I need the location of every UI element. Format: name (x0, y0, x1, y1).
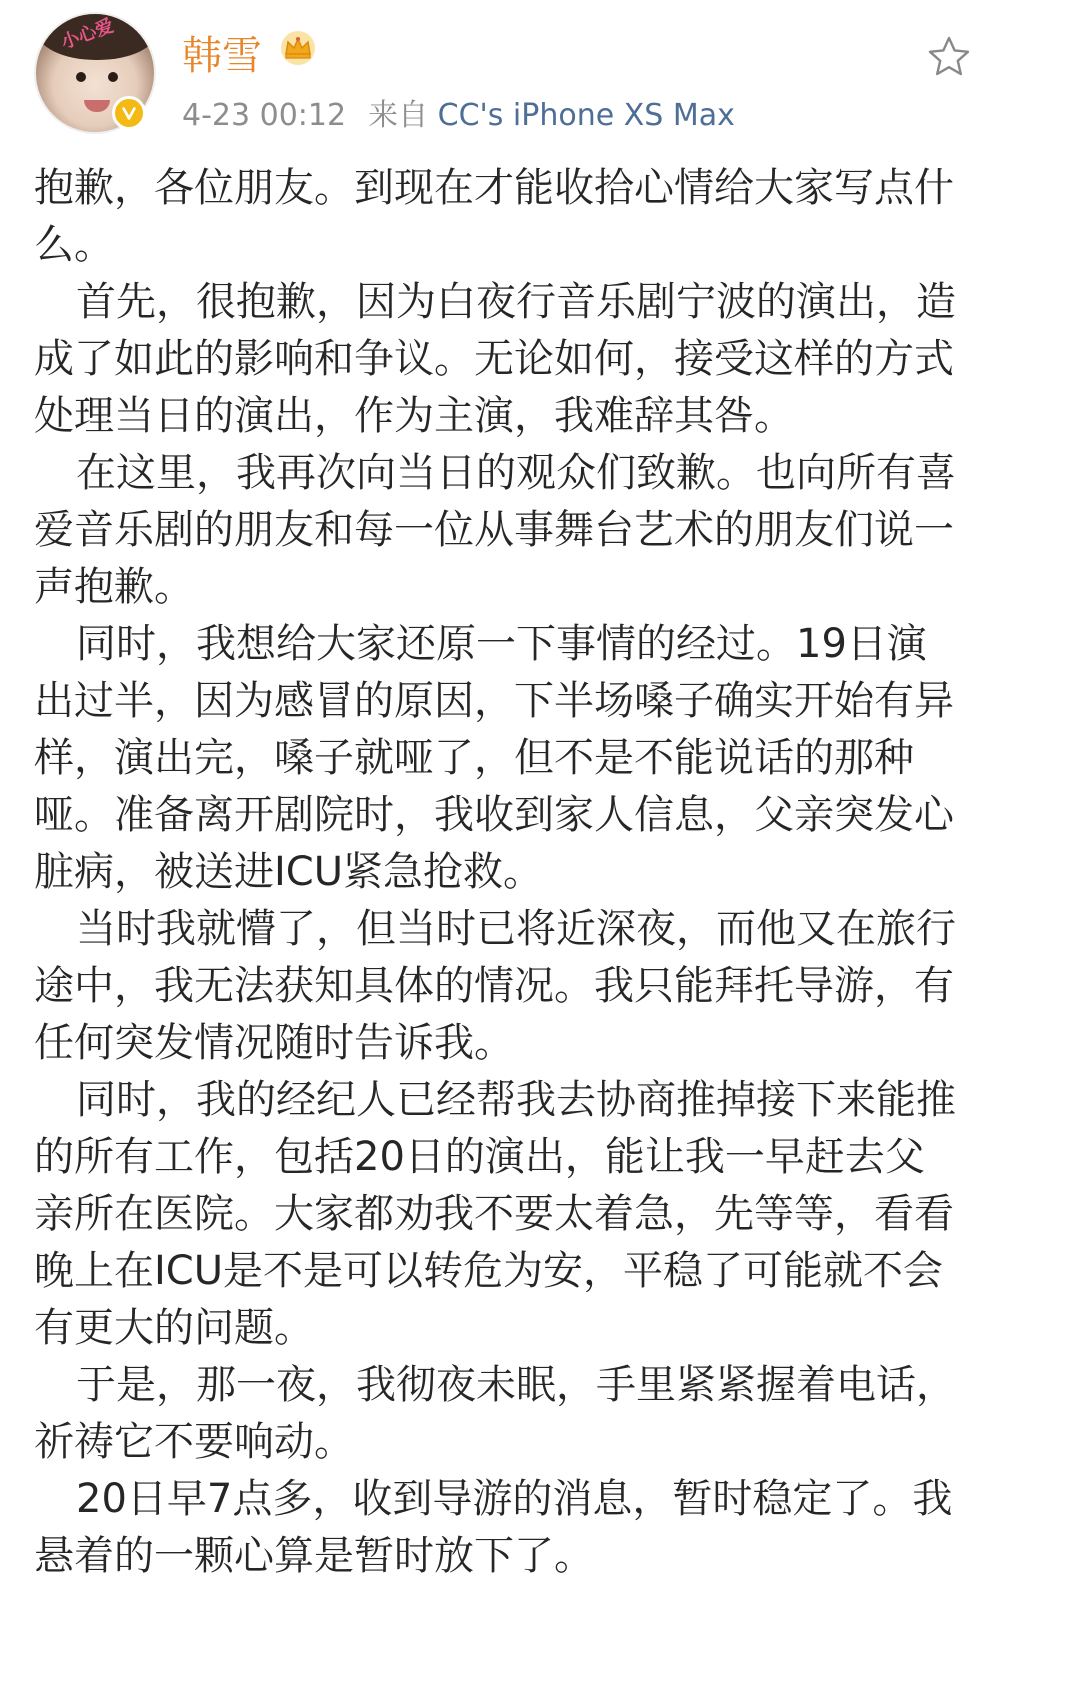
avatar-eye-right (108, 72, 118, 82)
post-paragraph-8: 20日早7点多，收到导游的消息，暂时稳定了。我悬着的一颗心算是暂时放下了。 (34, 1476, 953, 1579)
post-paragraph-3: 在这里，我再次向当日的观众们致歉。也向所有喜爱音乐剧的朋友和每一位从事舞台艺术的朋友们说一声抱歉。 (34, 450, 956, 610)
crown-icon (278, 30, 318, 66)
post-header (0, 0, 1080, 160)
verified-badge-icon (112, 96, 146, 130)
post-paragraph-7: 于是，那一夜，我彻夜未眠，手里紧紧握着电话，祈祷它不要响动。 (34, 1362, 956, 1465)
source-device-link[interactable]: CC's iPhone XS Max (437, 98, 735, 133)
post-paragraph-4: 同时，我想给大家还原一下事情的经过。19日演出过半，因为感冒的原因，下半场嗓子确实开始有异样，演出完，嗓子就哑了，但不是不能说话的那种哑。准备离开剧院时，我收到家人信息，父亲突发心脏病，被送进ICU紧急抢救。 (34, 621, 954, 895)
avatar-sticker-text: 小心爱 (58, 15, 117, 54)
post-paragraph-5: 当时我就懵了，但当时已将近深夜，而他又在旅行途中，我无法获知具体的情况。我只能拜托导游，有任何突发情况随时告诉我。 (34, 906, 956, 1066)
post-paragraph-6: 同时，我的经纪人已经帮我去协商推掉接下来能推的所有工作，包括20日的演出，能让我一早赶去父亲所在医院。大家都劝我不要太着急，先等等，看看晚上在ICU是不是可以转危为安，平稳了可能就不会有更大的问题。 (34, 1077, 956, 1351)
post-paragraph-1: 抱歉，各位朋友。到现在才能收拾心情给大家写点什么。 (34, 165, 954, 268)
post-timestamp: 4-23 00:12 (182, 98, 347, 133)
source-prefix: 来自 (368, 98, 429, 133)
star-outline-icon[interactable] (926, 34, 972, 80)
author-name[interactable]: 韩雪 (182, 33, 262, 79)
post-paragraph-2: 首先，很抱歉，因为白夜行音乐剧宁波的演出，造成了如此的影响和争议。无论如何，接受这样的方式处理当日的演出，作为主演，我难辞其咎。 (34, 279, 956, 439)
post-meta (182, 90, 735, 134)
avatar-mouth (84, 100, 110, 112)
post-body (34, 160, 964, 1585)
avatar-eye-left (76, 72, 86, 82)
